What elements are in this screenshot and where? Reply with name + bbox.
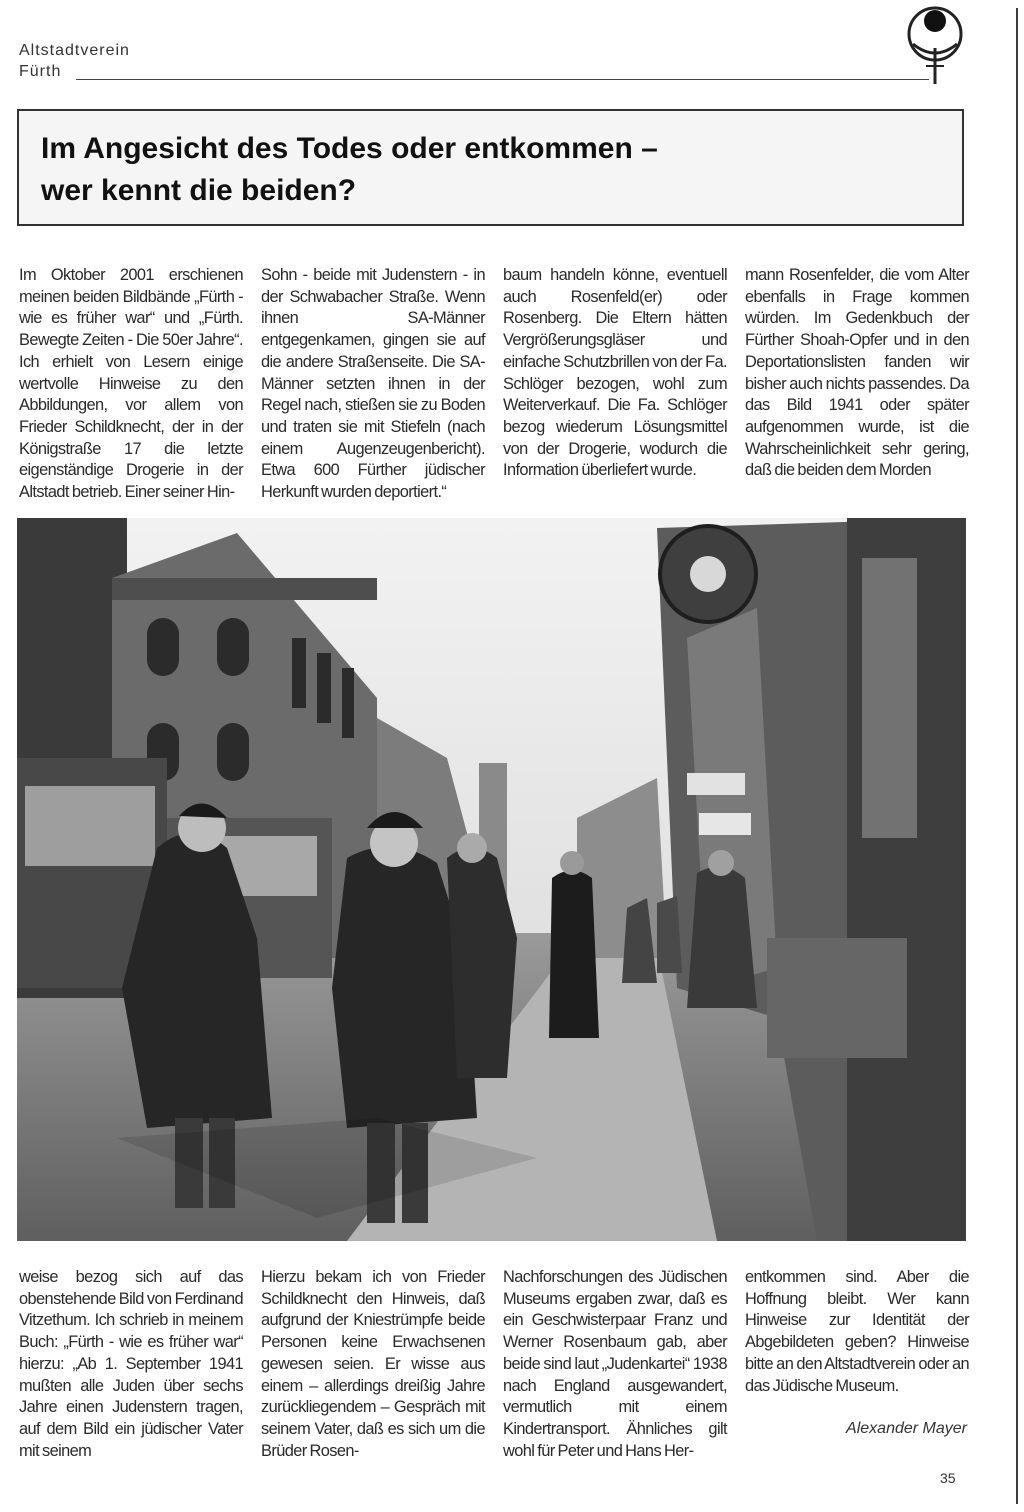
bottom-column-3: Nachforschungen des Jüdischen Museums ergaben zwar, daß es ein Geschwisterpaar Franz und Werner Rosenbaum gab, aber beide sind laut „Judenkartei“ 1938 nach England ausgewandert, vermutlich mit einem Kindertransport. Ähnliches gilt wohl für Peter und Hans Her-	[503, 1268, 727, 1460]
title-line-1: Im Angesicht des Todes oder entkommen –	[41, 132, 658, 165]
masthead-line-2: Fürth	[19, 63, 62, 80]
top-column-2: Sohn - beide mit Judenstern - in der Schwabacher Straße. Wenn ihnen SA-Männer entgegenkamen, gingen sie auf die andere Straßenseite. Die SA-Männer setzten ihnen in der Regel nach, stießen sie zu Boden und traten sie mit Stiefeln (nach einem Augenzeugenbericht). Etwa 600 Fürther jüdischer Herkunft wurden deportiert.“	[261, 266, 485, 502]
publisher-masthead	[19, 40, 130, 82]
header-rule	[76, 79, 929, 80]
top-column-4: mann Rosenfelder, die vom Alter ebenfalls in Frage kommen würden. Im Gedenkbuch der Fürther Shoah-Opfer und in den Deportationslisten fanden wir bisher auch nichts passendes. Da das Bild 1941 oder später aufgenommen wurde, ist die Wahrscheinlichkeit sehr gering, daß die beiden dem Morden	[745, 266, 969, 480]
street-photograph-illustration	[17, 518, 966, 1241]
bottom-column-1: weise bezog sich auf das obenstehende Bild von Ferdinand Vitzethum. Ich schrieb in meinem Buch: „Fürth - wie es früher war“ hierzu: „Ab 1. September 1941 mußten alle Juden über sechs Jahre einen Judenstern tragen, auf dem Bild ein jüdischer Vater mit seinem	[19, 1268, 243, 1460]
page-number: 35	[940, 1470, 956, 1486]
altstadtverein-logo-icon	[900, 4, 970, 86]
top-column-3: baum handeln könne, eventuell auch Rosenfeld(er) oder Rosenberg. Die Eltern hätten Vergrößerungsgläser und einfache Schutzbrillen von der Fa. Schlöger bezogen, wohl zum Weiterverkauf. Die Fa. Schlöger bezog wiederum Lösungsmittel von der Drogerie, wodurch die Information überliefert wurde.	[503, 266, 727, 480]
street-photograph	[17, 518, 966, 1241]
article-title	[41, 128, 658, 212]
bottom-column-2: Hierzu bekam ich von Frieder Schildknecht den Hinweis, daß aufgrund der Kniestrümpfe beide Personen keine Erwachsenen gewesen seien. Er wisse aus einem – allerdings dreißig Jahre zurückliegendem – Gespräch mit seinem Vater, daß es sich um die Brüder Rosen-	[261, 1268, 485, 1460]
masthead-line-1: Altstadtverein	[19, 42, 130, 59]
top-column-1: Im Oktober 2001 erschienen meinen beiden Bildbände „Fürth - wie es früher war“ und „Fürth. Bewegte Zeiten - Die 50er Jahre“. Ich erhielt von Lesern einige wertvolle Hinweise zu den Abbildungen, vor allem von Frieder Schildknecht, der in der Königstraße 17 die letzte eigenständige Drogerie in der Altstadt betrieb. Einer seiner Hin-	[19, 266, 243, 502]
title-line-2: wer kennt die beiden?	[41, 174, 357, 207]
author-byline: Alexander Mayer	[846, 1420, 967, 1437]
page-edge-rule	[1016, 8, 1018, 1504]
bottom-column-4: entkommen sind. Aber die Hoffnung bleibt. Wer kann Hinweise zur Identität der Abgebildeten geben? Hinweise bitte an den Altstadtverein oder an das Jüdische Museum.	[745, 1268, 969, 1395]
headline-box	[17, 109, 964, 226]
